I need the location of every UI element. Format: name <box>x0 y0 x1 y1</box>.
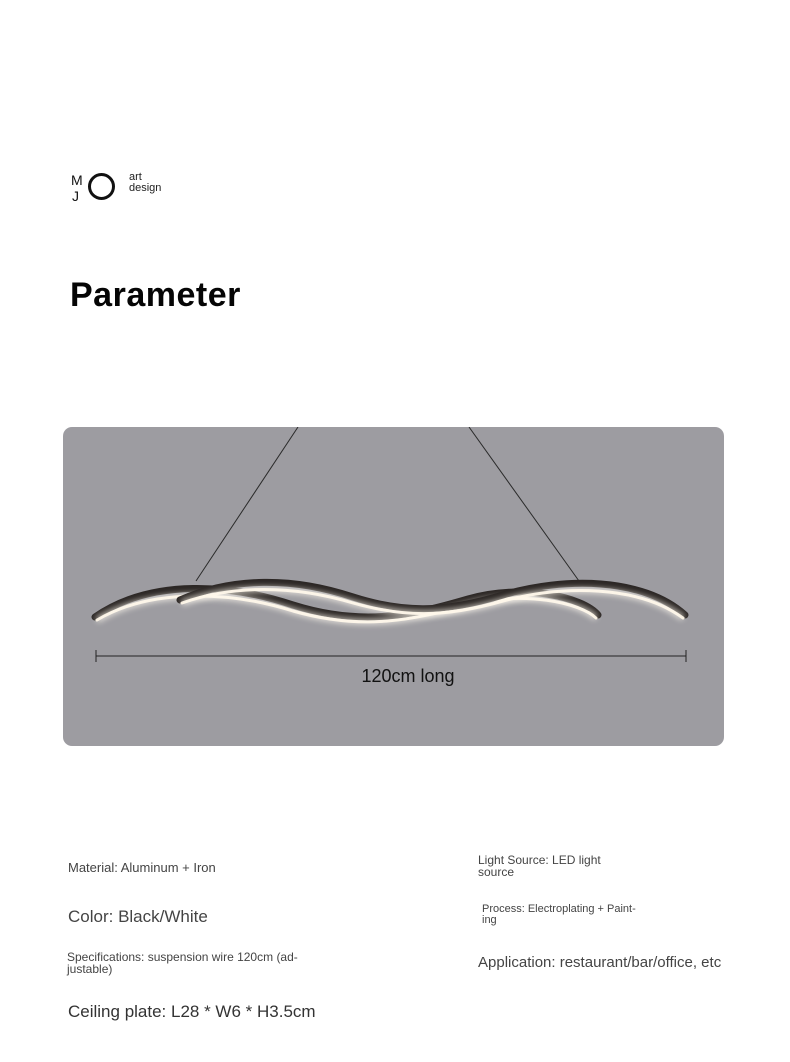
logo-line-art: art <box>129 171 142 183</box>
spec-specifications: Specifications: suspension wire 120cm (ad-justable) <box>67 950 298 976</box>
product-image-panel <box>63 427 724 746</box>
spec-process: Process: Electroplating + Paint-ing <box>482 903 636 926</box>
spec-ceiling-plate: Ceiling plate: L28 * W6 * H3.5cm <box>68 1002 316 1021</box>
logo-wordmark <box>129 172 161 194</box>
logo-line-design: design <box>129 182 162 194</box>
logo-ring <box>88 173 115 200</box>
page-title: Parameter <box>70 276 241 314</box>
spec-light-source: Light Source: LED light source <box>478 853 601 879</box>
spec-application: Application: restaurant/bar/office, etc <box>478 954 722 971</box>
brand-logo <box>70 170 190 210</box>
suspension-wire-right <box>469 427 579 581</box>
dimension-label: 120cm long <box>361 666 455 686</box>
spec-color: Color: Black/White <box>68 907 208 926</box>
spec-material: Material: Aluminum + Iron <box>68 860 216 875</box>
pendant-lamp-illustration <box>63 427 724 746</box>
logo-letter-m: M <box>71 172 83 188</box>
suspension-wire-left <box>196 427 298 581</box>
logo-letter-j: J <box>72 188 79 204</box>
